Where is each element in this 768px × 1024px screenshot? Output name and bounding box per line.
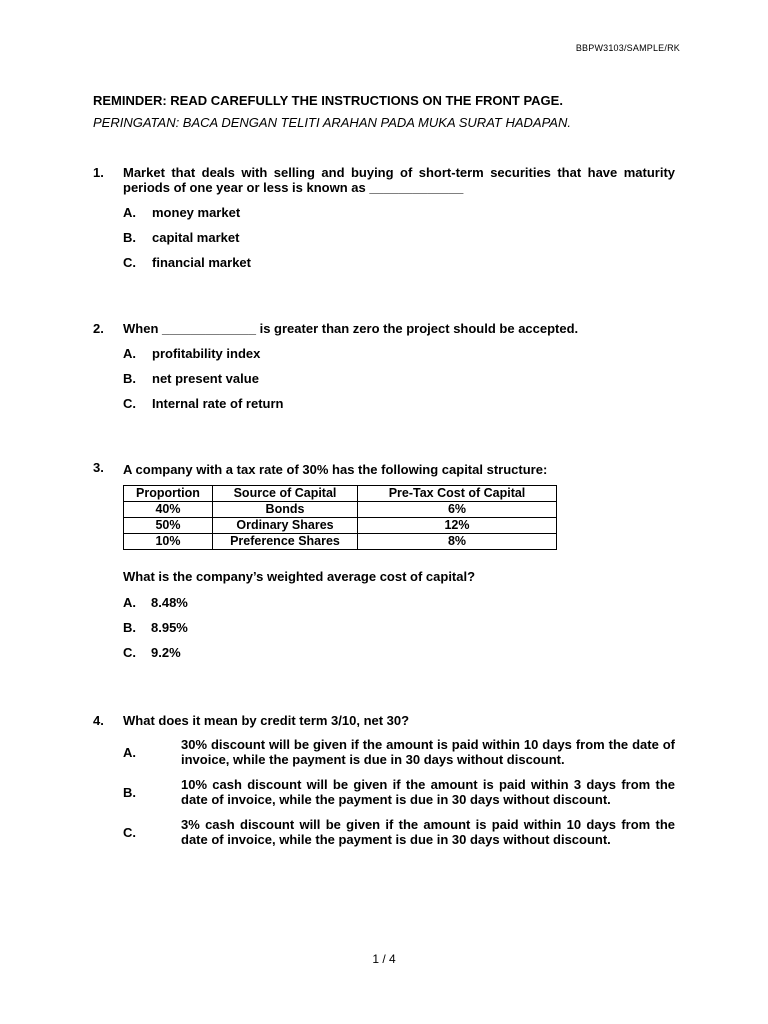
table-cell: 12% [358,518,557,534]
option-text: profitability index [152,346,261,361]
option-text: 3% cash discount will be given if the amount is paid within 10 days from the date of invoice, while the payment is due in 30 days without discount. [181,817,675,847]
table-row [124,534,557,550]
option-a [123,737,675,767]
option-letter: B. [123,785,136,800]
option-a [123,595,675,620]
options-list [123,205,675,280]
question-text: A company with a tax rate of 30% has the following capital structure: [123,462,548,477]
table-header-row [124,486,557,502]
option-letter: A. [123,595,136,610]
option-a [123,346,675,371]
reminder-malay: PERINGATAN: BACA DENGAN TELITI ARAHAN PADA MUKA SURAT HADAPAN. [93,115,571,130]
table-cell: 6% [358,502,557,518]
document-code: BBPW3103/SAMPLE/RK [575,43,680,53]
question-text: When _____________ is greater than zero the project should be accepted. [123,321,579,336]
column-header-source: Source of Capital [213,486,358,502]
table-cell: Preference Shares [213,534,358,550]
table-cell: 40% [124,502,213,518]
column-header-cost: Pre-Tax Cost of Capital [358,486,557,502]
question-number: 3. [93,460,104,475]
question-4 [93,713,675,857]
option-c [123,396,675,421]
question-text: Market that deals with selling and buying of short-term securities that have maturity periods of one year or less is known as _____________ [123,165,675,195]
option-text: 8.48% [151,595,188,610]
option-text: capital market [152,230,240,245]
option-text: Internal rate of return [152,396,284,411]
option-b [123,230,675,255]
option-letter: B. [123,230,136,245]
question-number: 2. [93,321,104,336]
options-list [123,595,675,670]
option-text: 30% discount will be given if the amount is paid within 10 days from the date of invoice, while the payment is due in 30 days without discount. [181,737,675,767]
question-number: 1. [93,165,104,180]
option-c [123,255,675,280]
table-cell: Bonds [213,502,358,518]
question-text: What does it mean by credit term 3/10, net 30? [123,713,410,728]
option-b [123,371,675,396]
option-c [123,645,675,670]
option-a [123,205,675,230]
option-letter: C. [123,396,136,411]
option-b [123,777,675,807]
option-b [123,620,675,645]
options-list [123,737,675,847]
option-c [123,817,675,847]
table-cell: 8% [358,534,557,550]
column-header-proportion: Proportion [124,486,213,502]
option-text: money market [152,205,241,220]
question-2 [93,321,675,421]
capital-structure-table [123,485,557,550]
option-letter: C. [123,255,136,270]
table-cell: 50% [124,518,213,534]
option-letter: B. [123,371,136,386]
options-list [123,346,675,421]
option-letter: C. [123,825,136,840]
option-letter: A. [123,205,136,220]
option-letter: A. [123,745,136,760]
table-cell: Ordinary Shares [213,518,358,534]
table-row [124,502,557,518]
option-text: 10% cash discount will be given if the amount is paid within 3 days from the date of invoice, while the payment is due in 30 days without discount. [181,777,675,807]
table-cell: 10% [124,534,213,550]
option-text: financial market [152,255,251,270]
option-text: net present value [152,371,259,386]
question-1 [93,165,675,280]
reminder-english: REMINDER: READ CAREFULLY THE INSTRUCTIONS ON THE FRONT PAGE. [93,93,563,108]
option-text: 9.2% [151,645,181,660]
option-letter: C. [123,645,136,660]
question-number: 4. [93,713,104,728]
question-3 [93,462,675,670]
option-letter: B. [123,620,136,635]
table-row [124,518,557,534]
page-number: 1 / 4 [372,952,396,966]
option-letter: A. [123,346,136,361]
option-text: 8.95% [151,620,188,635]
sub-question-text: What is the company’s weighted average cost of capital? [123,569,476,584]
